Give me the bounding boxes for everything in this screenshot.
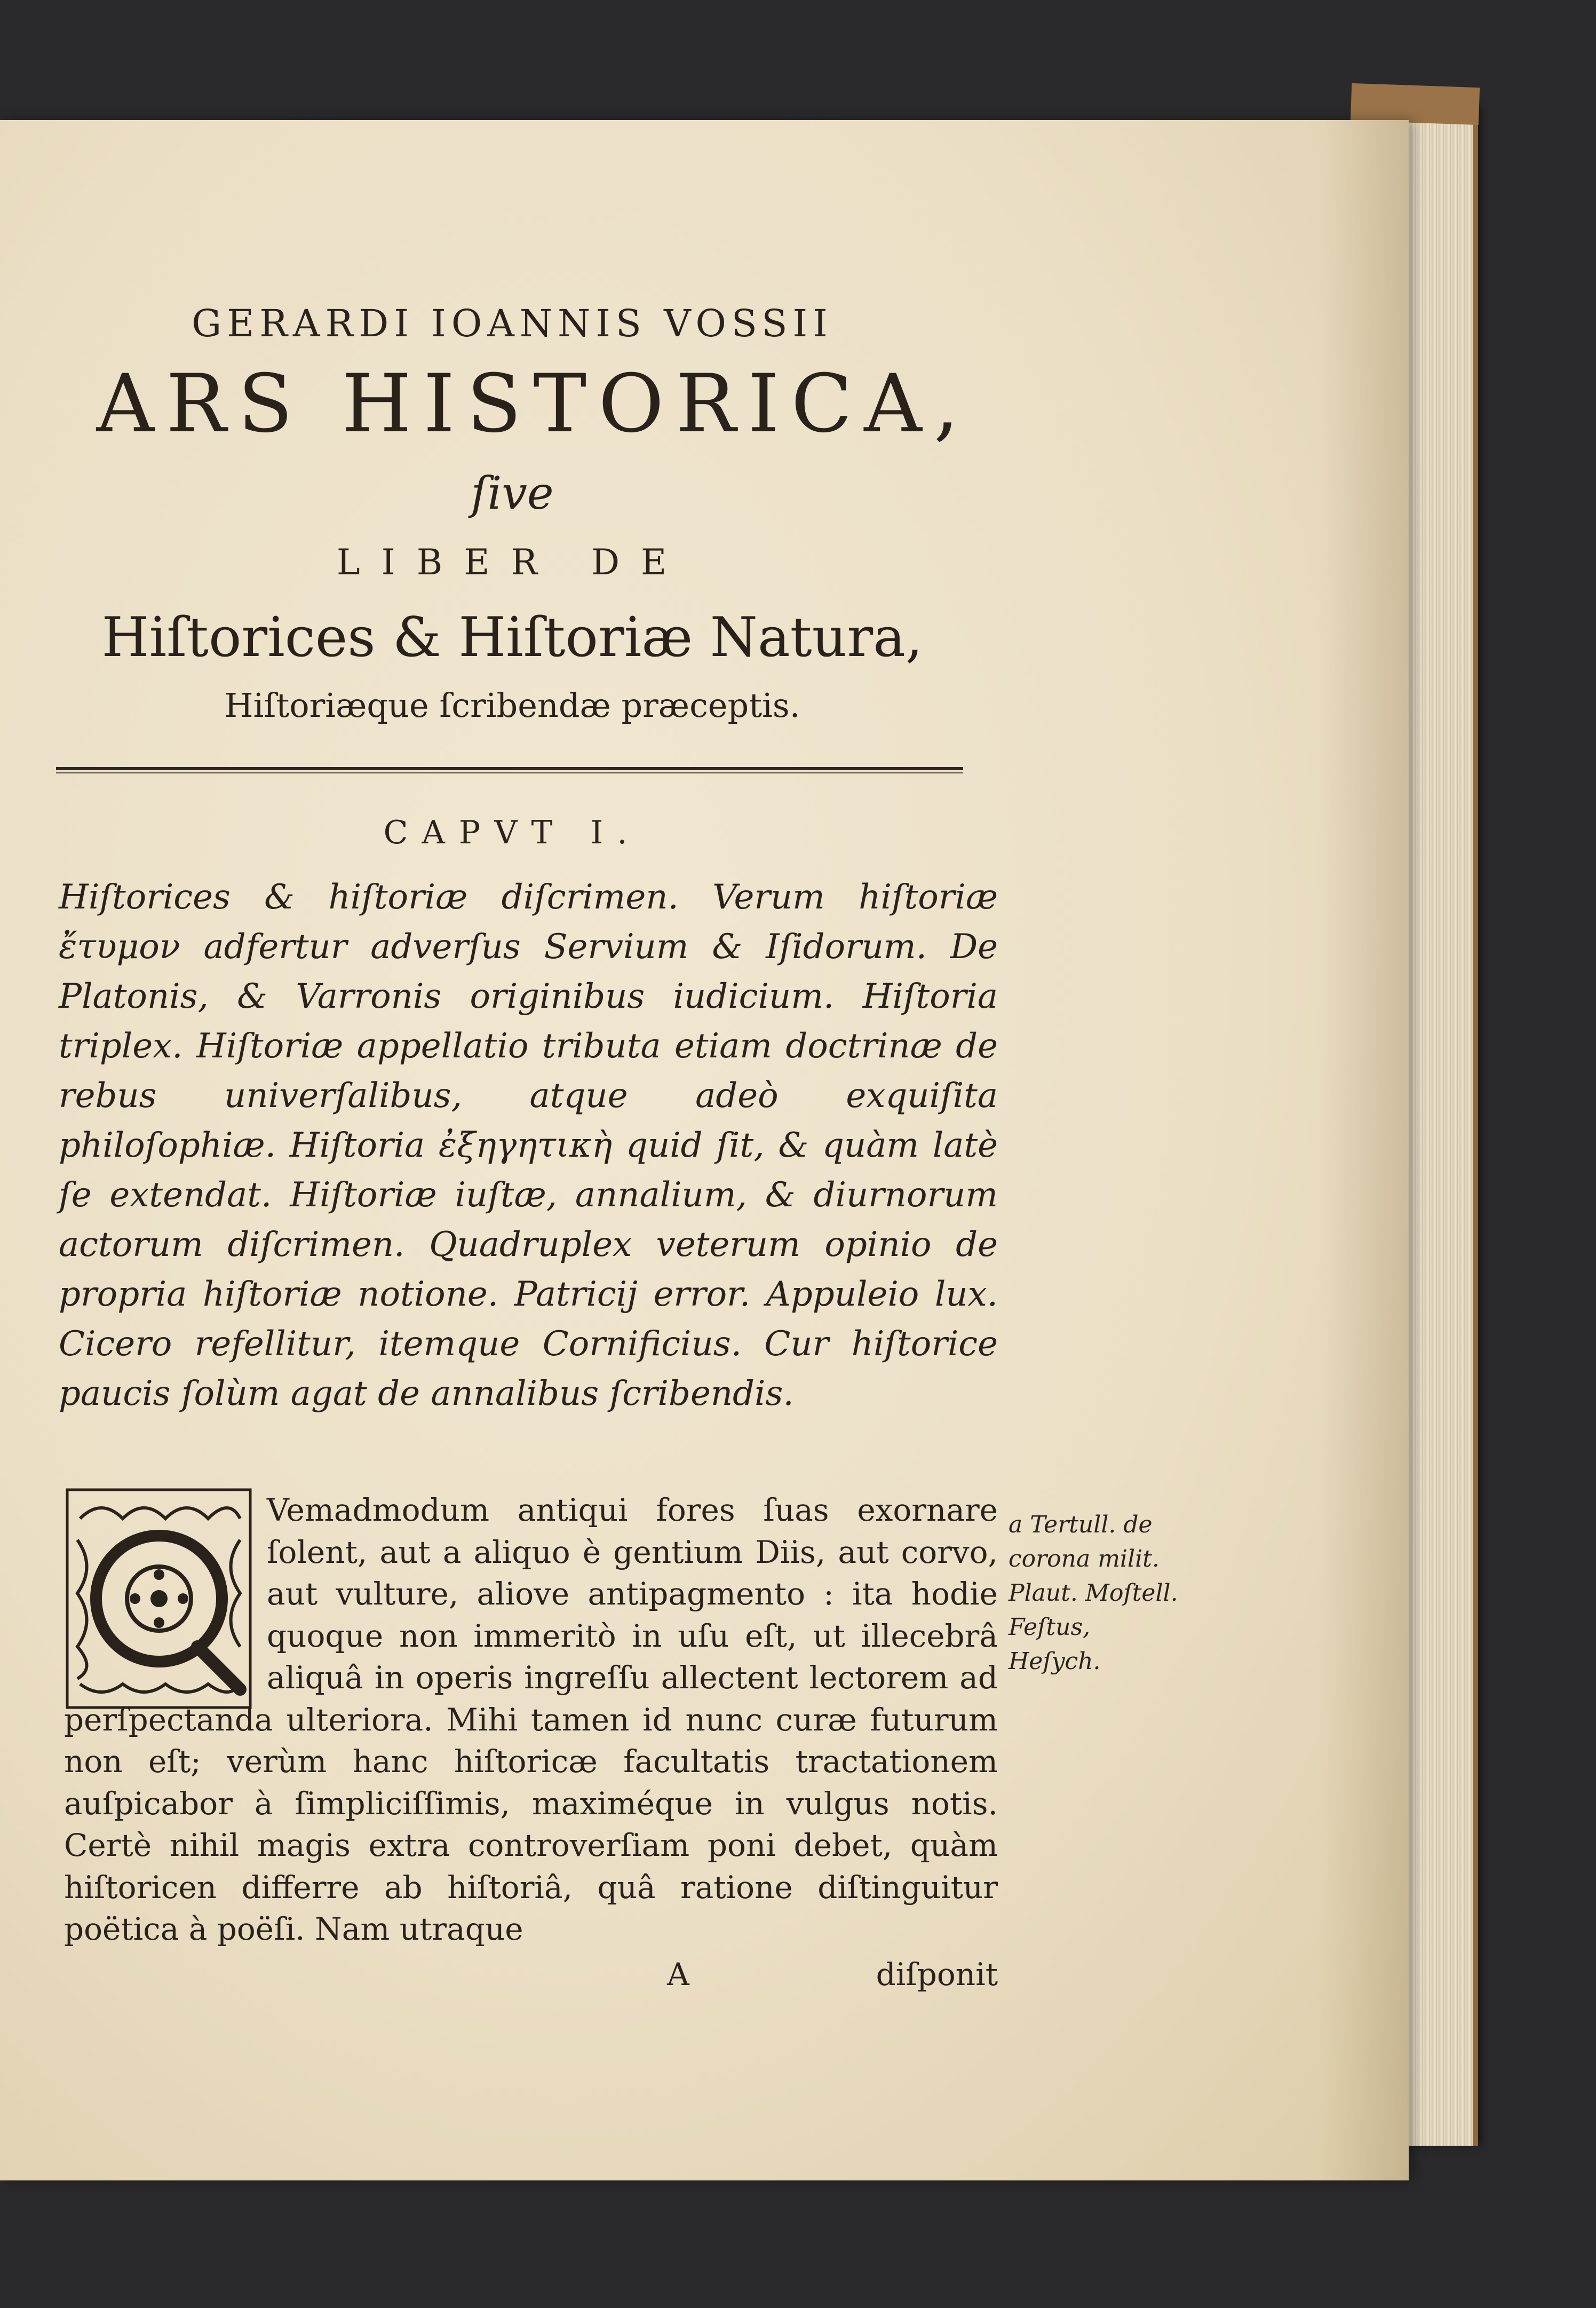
signature-mark: A xyxy=(667,1956,689,1993)
margin-note: a Tertull. de corona milit. Plaut. Moſtell. Feſtus, Heſych. xyxy=(1009,1511,1178,1675)
liber-line: LIBER DE xyxy=(336,542,688,583)
chapter-summary: Hiſtorices & hiſtoriæ diſcrimen. Verum hiſtoriæ ἔτυμον adfertur adverſus Servium & Iſidorum. De Platonis, & Varronis originibus iudicium. Hiſtoria triplex. Hiſtoriæ appellatio tributa etiam doctrinæ de rebus univerſalibus, atque adeò exquiſita philoſophiæ. Hiſtoria ἐξηγητικὴ quid ſit, & quàm latè ſe extendat. Hiſtoriæ iuſtæ, annalium, & diurnorum actorum diſcrimen. Quadruplex veterum opinio de propria hiſtoriæ notione. Patricij error. Appuleio lux. Cicero refellitur, itemque Cornificius. Cur hiſtorice paucis ſolùm agat de annalibus ſcribendis. xyxy=(59,878,998,1413)
sive-line: ſive xyxy=(471,467,554,519)
initial-indent xyxy=(64,1489,267,1697)
catchword: diſponit xyxy=(876,1956,998,1993)
subtitle-line-1: Hiſtorices & Hiſtoriæ Natura, xyxy=(101,606,923,669)
main-title: ARS HISTORICA, xyxy=(96,358,971,450)
chapter-heading: CAPVT I. xyxy=(383,814,641,851)
body-paragraph: Vemadmodum antiqui fores ſuas exornare ſolent, aut a aliquo è gentium Diis, aut corvo, aut vulture, aliove antipagmento : ita hodie quoque non immeritò in uſu eſt, ut illecebrâ aliquâ in operis ingreſſu allectent lectorem ad perſpectanda ulteriora. Mihi tamen id nunc curæ futurum non eſt; verùm hanc hiſtoricæ facultatis tractationem auſpicabor à ſimpliciſſimis, maximéque in vulgus notis. Certè nihil magis extra controverſiam poni debet, quàm hiſtoricen differre ab hiſtoriâ, quâ ratione diſtinguitur poëtica à poëſi. Nam utraque xyxy=(64,1492,998,1947)
author-line: GERARDI IOANNIS VOSSII xyxy=(192,302,833,345)
divider-rule xyxy=(56,767,963,770)
book-page xyxy=(0,120,1409,2180)
divider-rule-thin xyxy=(56,772,963,773)
subtitle-line-2: Hiſtoriæque ſcribendæ præceptis. xyxy=(224,686,800,725)
body-text xyxy=(64,1489,998,1950)
